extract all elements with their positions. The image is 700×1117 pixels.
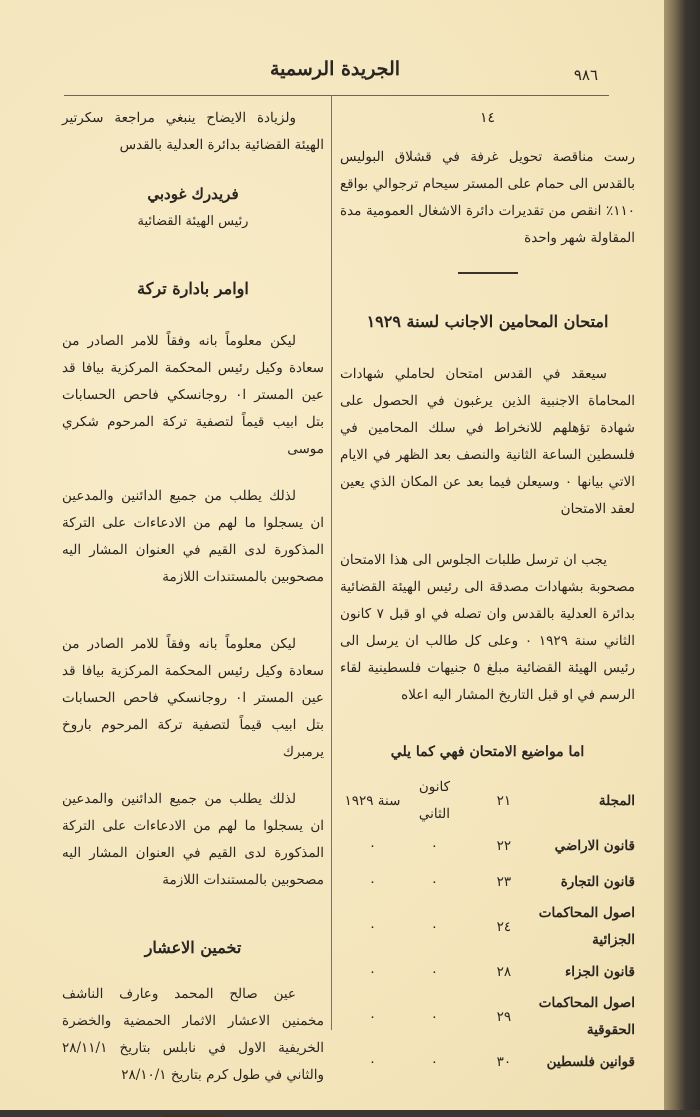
- exam-announcement: سيعقد في القدس امتحان لحاملي شهادات المحاماة الاجنبية الذين يرغبون في الحصول على شهادة تؤهلهم للانخراط في سلك المحامين في فلسطين الساعة الثانية والنصف بعد الظهر في الايام الاتي بيانها ٠ وسيعلن فيما بعد عن المكان الذي يعين لعقد الامتحان: [340, 366, 635, 517]
- column-divider: [331, 95, 332, 1030]
- year: ٠: [368, 873, 377, 890]
- month: ٠: [430, 918, 439, 935]
- year: ٠: [368, 837, 377, 854]
- schedule-row: [340, 828, 635, 864]
- clarification-note: ولزيادة الايضاح ينبغي مراجعة سكرتير الهيئة القضائية بدائرة العدلية بالقدس: [62, 110, 324, 153]
- subjects-intro: اما مواضيع الامتحان فهي كما يلي: [390, 744, 585, 760]
- day: ٢٩: [496, 1008, 512, 1025]
- day: ٣٠: [496, 1053, 512, 1070]
- subject: قوانين فلسطين: [546, 1053, 635, 1070]
- signature-name: فريدرك غودبي: [147, 185, 239, 203]
- header-divider: [64, 95, 609, 96]
- schedule-row: [340, 900, 635, 954]
- journal-title: الجريدة الرسمية: [269, 58, 401, 80]
- day: ٢٣: [496, 873, 512, 890]
- year: ٠: [368, 918, 377, 935]
- schedule-row: [340, 864, 635, 900]
- schedule-row: [340, 1044, 635, 1080]
- estate-order-1-claims: لذلك يطلب من جميع الدائنين والمدعين ان يسجلوا ما لهم من الادعاءات على التركة المذكورة لدى القيم في العنوان المشار اليه مصحوبين بالمستندات اللازمة: [62, 488, 324, 585]
- page-number: ٩٨٦: [573, 66, 598, 84]
- schedule-row: [340, 954, 635, 990]
- subject: المجلة: [598, 792, 635, 809]
- schedule-row: [340, 774, 635, 828]
- month: ٠: [430, 873, 439, 890]
- subject: قانون الجزاء: [564, 963, 635, 980]
- estate-order-1: ليكن معلوماً بانه وفقاً للامر الصادر من سعادة وكيل رئيس المحكمة المركزية بيافا قد عين المستر ا٠ روجانسكي فاحص الحسابات بتل ابيب قيماً لتصفية تركة المرحوم شكري موسى: [62, 333, 324, 457]
- month: ٠: [430, 963, 439, 980]
- left-column: [62, 105, 324, 1117]
- month: ٠: [430, 837, 439, 854]
- subject: اصول المحاكمات الجزائية: [538, 905, 635, 948]
- day: ٢١: [496, 792, 512, 809]
- year: ٠: [368, 963, 377, 980]
- tithes-title: تخمين الاعشار: [144, 938, 242, 957]
- section-divider: [458, 272, 518, 274]
- year: ٠: [368, 1053, 377, 1070]
- estate-order-2: ليكن معلوماً بانه وفقاً للامر الصادر من سعادة وكيل رئيس المحكمة المركزية بيافا قد عين المستر ا٠ روجانسكي فاحص الحسابات بتل ابيب قيماً لتصفية تركة المرحوم باروخ يرمبرك: [62, 636, 324, 760]
- day: ٢٤: [496, 918, 512, 935]
- day: ٢٨: [496, 963, 512, 980]
- subject: قانون التجارة: [560, 873, 635, 890]
- month: ٠: [430, 1008, 439, 1025]
- exam-schedule-table: [340, 774, 635, 1080]
- estate-order-2-claims: لذلك يطلب من جميع الدائنين والمدعين ان يسجلوا ما لهم من الادعاءات على التركة المذكورة لدى القيم في العنوان المشار اليه مصحوبين بالمستندات اللازمة: [62, 791, 324, 888]
- month: كانون الثاني: [418, 779, 451, 822]
- right-column: [340, 105, 635, 1080]
- exam-application: يجب ان ترسل طلبات الجلوس الى هذا الامتحان مصحوبة بشهادات مصدقة الى رئيس الهيئة القضائية بدائرة العدلية بالقدس وان تصله في او قبل ٧ كانون الثاني سنة ١٩٢٩ ٠ وعلى كل طالب ان يرسل الى رئيس الهيئة القضائية مبلغ ٥ جنيهات فلسطينية لقاء الرسم في او قبل التاريخ المشار اليه اعلاه: [340, 552, 635, 703]
- page-header: [60, 58, 610, 88]
- subject: اصول المحاكمات الحقوقية: [538, 995, 635, 1038]
- year: ٠: [368, 1008, 377, 1025]
- subject: قانون الاراضي: [554, 837, 635, 854]
- exam-title: امتحان المحامين الاجانب لسنة ١٩٢٩: [366, 312, 609, 331]
- month: ٠: [430, 1053, 439, 1070]
- tithes-notice: عين صالح المحمد وعارف الناشف مخمنين الاعشار الاثمار الحمضية والخضرة الخريفية الاول في نابلس بتاريخ ٢٨/١١/١ والثاني في طول كرم بتاريخ ٢٨/١٠/١: [62, 986, 324, 1083]
- notice-number: ١٤: [479, 110, 496, 126]
- year: سنة ١٩٢٩: [344, 792, 401, 809]
- schedule-row: [340, 990, 635, 1044]
- tender-notice: رست مناقصة تحويل غرفة في قشلاق البوليس بالقدس الى حمام على المستر سيحام ترجوالي بواقع ١١٠٪ انقص من تقديرات دائرة الاشغال العمومية مدة المقاولة شهر واحدة: [340, 149, 635, 246]
- signature-title: رئيس الهيئة القضائية: [137, 214, 249, 229]
- estate-orders-title: اوامر بادارة تركة: [137, 279, 249, 298]
- day: ٢٢: [496, 837, 512, 854]
- book-spine: [664, 0, 700, 1110]
